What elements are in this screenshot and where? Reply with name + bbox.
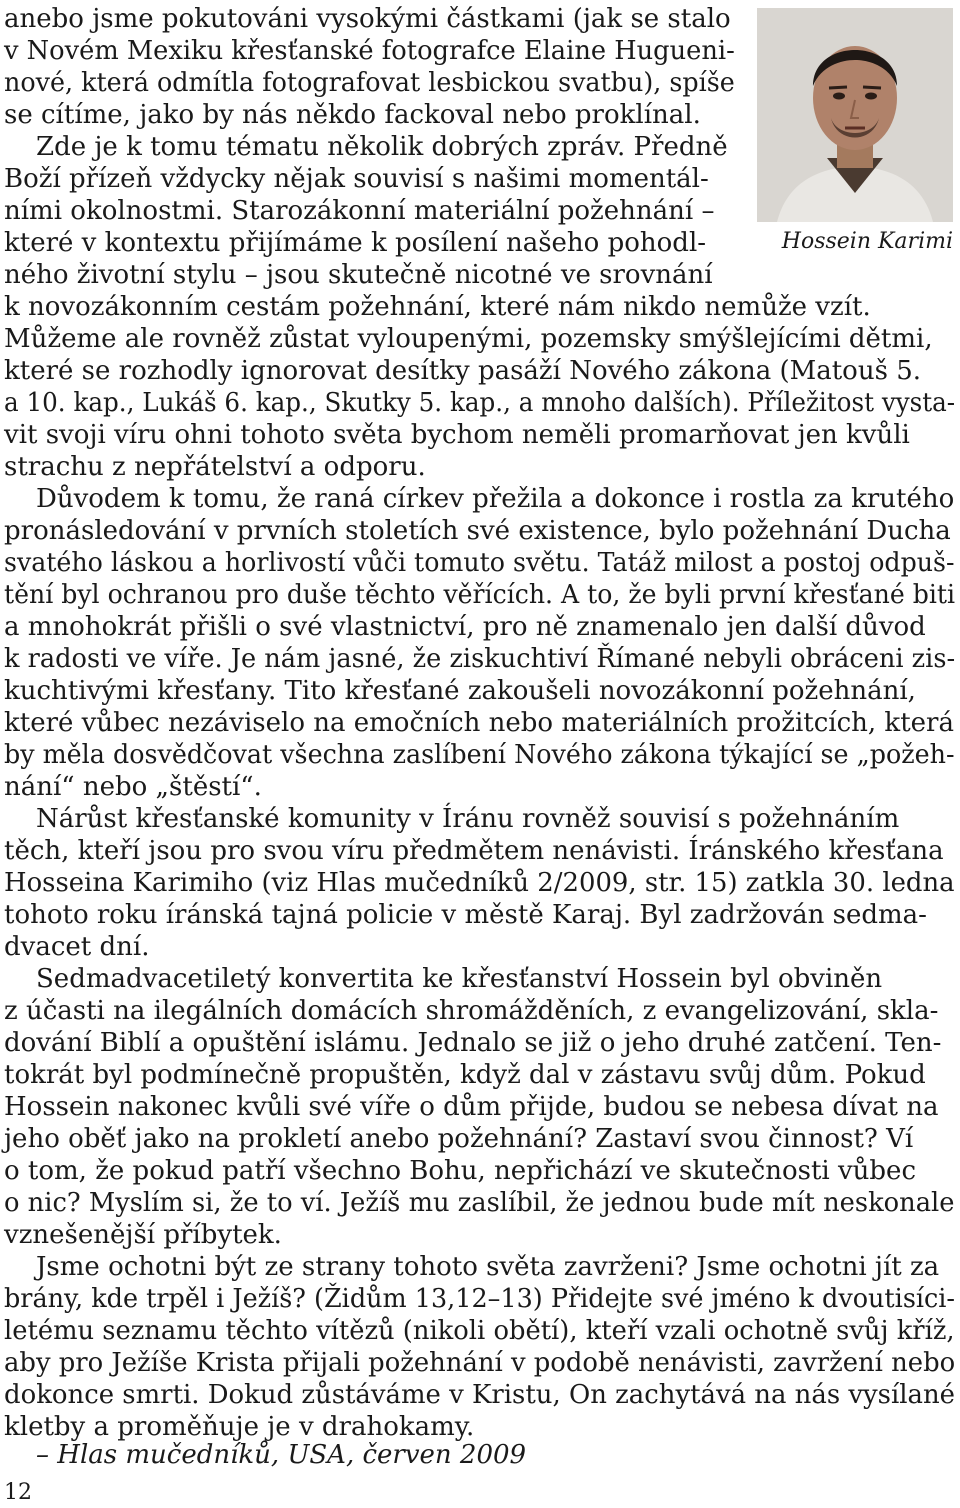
text-line: Sedmadvacetiletý konvertita ke křesťanství Hossein byl obviněn bbox=[36, 964, 883, 994]
text-line: vit svoji víru ohni tohoto světa bychom neměli promarňovat jen kvůli bbox=[4, 420, 910, 450]
text-line: a 10. kap., Lukáš 6. kap., Skutky 5. kap., a mnoho dalších). Příležitost vysta- bbox=[4, 388, 956, 418]
text-line: aby pro Ježíše Krista přijali požehnání v podobě nenávisti, zavržení nebo bbox=[4, 1348, 956, 1378]
text-line: které vůbec nezáviselo na emočních nebo materiálních prožitcích, která bbox=[4, 708, 954, 738]
text-line: letému seznamu těchto vítězů (nikoli obětí), kteří vzali ochotně svůj kříž, bbox=[4, 1316, 955, 1346]
text-line: nání“ nebo „štěstí“. bbox=[4, 772, 262, 802]
text-line: k novozákonním cestám požehnání, které nám nikdo nemůže vzít. bbox=[4, 292, 871, 322]
text-line: dování Biblí a opuštění islámu. Jednalo se již o jeho druhé zatčení. Ten- bbox=[4, 1028, 942, 1058]
text-line: o nic? Myslím si, že to ví. Ježíš mu zaslíbil, že jednou bude mít neskonale bbox=[4, 1188, 955, 1218]
page-number: 12 bbox=[4, 1480, 32, 1505]
text-line: brány, kde trpěl i Ježíš? (Židům 13,12–13) Přidejte své jméno k dvoutisíci- bbox=[4, 1284, 956, 1314]
text-line: by měla dosvědčovat všechna zaslíbení Nového zákona týkající se „požeh- bbox=[4, 740, 955, 770]
text-line: pronásledování v prvních stoletích své existence, bylo požehnání Ducha bbox=[4, 516, 951, 546]
text-line: a mnohokrát přišli o své vlastnictví, pro ně znamenalo jen další důvod bbox=[4, 612, 926, 642]
text-line: Můžeme ale rovněž zůstat vyloupenými, pozemsky smýšlejícími dětmi, bbox=[4, 324, 933, 354]
text-line: vznešenější příbytek. bbox=[4, 1220, 282, 1250]
text-line: Jsme ochotni být ze strany tohoto světa zavrženi? Jsme ochotni jít za bbox=[36, 1252, 940, 1282]
portrait-image bbox=[757, 8, 953, 222]
text-line: kuchtivými křesťany. Tito křesťané zakoušeli novozákonní požehnání, bbox=[4, 676, 916, 706]
text-line: Zde je k tomu tématu několik dobrých zpráv. Předně bbox=[36, 132, 728, 162]
text-line: které v kontextu přijímáme k posílení našeho pohodl- bbox=[4, 228, 707, 258]
text-line: ného životní stylu – jsou skutečně nicotné ve srovnání bbox=[4, 260, 713, 290]
text-line: Nárůst křesťanské komunity v Íránu rovněž souvisí s požehnáním bbox=[36, 804, 900, 834]
text-line: těch, kteří jsou pro svou víru předmětem nenávisti. Íránského křesťana bbox=[4, 836, 944, 866]
photo-caption: Hossein Karimi bbox=[781, 229, 953, 254]
text-line: dvacet dní. bbox=[4, 932, 150, 962]
text-line: nové, která odmítla fotografovat lesbickou svatbu), spíše bbox=[4, 68, 735, 98]
text-line: strachu z nepřátelství a odporu. bbox=[4, 452, 426, 482]
text-line: jeho oběť jako na prokletí anebo požehnání? Zastaví svou činnost? Ví bbox=[4, 1124, 914, 1154]
text-line: tohoto roku íránská tajná policie v městě Karaj. Byl zadržován sedma- bbox=[4, 900, 927, 930]
text-line: se cítíme, jako by nás někdo fackoval nebo proklínal. bbox=[4, 100, 701, 130]
text-line: Hosseina Karimiho (viz Hlas mučedníků 2/2009, str. 15) zatkla 30. ledna bbox=[4, 868, 955, 898]
text-line: které se rozhodly ignorovat desítky pasáží Nového zákona (Matouš 5. bbox=[4, 356, 921, 386]
text-line: ními okolnostmi. Starozákonní materiální požehnání – bbox=[4, 196, 715, 226]
text-line: dokonce smrti. Dokud zůstáváme v Kristu, On zachytává na nás vysílané bbox=[4, 1380, 956, 1410]
text-line: k radosti ve víře. Je nám jasné, že ziskuchtiví Římané nebyli obráceni zis- bbox=[4, 644, 956, 674]
text-line: Důvodem k tomu, že raná církev přežila a dokonce i rostla za krutého bbox=[36, 484, 955, 514]
text-line: tění byl ochranou pro duše těchto věřících. A to, že byli první křesťané biti bbox=[4, 580, 956, 610]
text-line: svatého láskou a horlivostí vůči tomuto světu. Tatáž milost a postoj odpuš- bbox=[4, 548, 955, 578]
text-line: anebo jsme pokutováni vysokými částkami (jak se stalo bbox=[4, 4, 731, 34]
text-line: v Novém Mexiku křesťanské fotografce Elaine Hugueni- bbox=[4, 36, 735, 66]
author-photo bbox=[757, 8, 953, 222]
text-line: Boží přízeň vždycky nějak souvisí s našimi momentál- bbox=[4, 164, 709, 194]
text-line: tokrát byl podmínečně propuštěn, když dal v zástavu svůj dům. Pokud bbox=[4, 1060, 926, 1090]
source-attribution: – Hlas mučedníků, USA, červen 2009 bbox=[36, 1440, 527, 1470]
text-line: Hossein nakonec kvůli své víře o dům přijde, budou se nebesa dívat na bbox=[4, 1092, 939, 1122]
text-line: kletby a proměňuje je v drahokamy. bbox=[4, 1412, 475, 1442]
text-line: z účasti na ilegálních domácích shromážděních, z evangelizování, skla- bbox=[4, 996, 939, 1026]
text-line: o tom, že pokud patří všechno Bohu, nepřichází ve skutečnosti vůbec bbox=[4, 1156, 917, 1186]
